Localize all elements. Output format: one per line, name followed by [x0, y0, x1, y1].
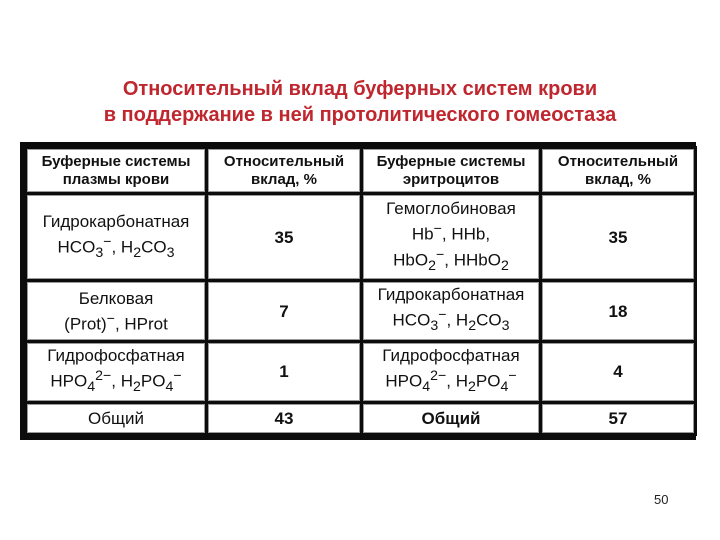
plasma-value-cell: 7	[208, 282, 360, 340]
title-line-2: в поддержание в ней протолитического гомеостаза	[103, 104, 617, 126]
header-erythrocyte-contribution: Относительный вклад, %	[542, 149, 694, 192]
plasma-system-cell: Белковая (Prot)−, HProt	[27, 282, 205, 340]
erythrocyte-value-cell: 35	[542, 195, 694, 279]
header-plasma-contribution: Относительный вклад, %	[208, 149, 360, 192]
erythrocyte-value-cell: 18	[542, 282, 694, 340]
erythrocyte-system-cell: Гидрокарбонатная $HCO_3^-$, $H_2CO_3$	[363, 282, 539, 340]
chemical-formula: $HCO_3^-$, $H_2CO_3$	[392, 307, 510, 335]
plasma-value-cell: 1	[208, 343, 360, 401]
plasma-value-cell: 35	[208, 195, 360, 279]
table-row	[27, 282, 694, 340]
chemical-formula: HbO$_2$−, HHbO$_2$	[393, 246, 509, 274]
plasma-total-value: 43	[208, 404, 360, 433]
table-row	[27, 195, 694, 279]
chemical-formula: $HPO_4^{2-}$, $H_2PO_4^-$	[385, 368, 517, 396]
page-number: 50	[654, 492, 669, 507]
chemical-formula: $HPO_4^{2-}$, $H_2PO_4^-$	[50, 368, 182, 396]
erythrocyte-total-value: 57	[542, 404, 694, 433]
slide-title	[0, 76, 720, 128]
buffer-systems-table	[20, 142, 696, 440]
erythrocyte-system-cell: Гемоглобиновая Hb−, HHb, HbO$_2$−, HHbO$_2$	[363, 195, 539, 279]
erythrocyte-value-cell: 4	[542, 343, 694, 401]
chemical-formula: Hb−, HHb,	[411, 220, 491, 244]
header-plasma-systems: Буферные системы плазмы крови	[27, 149, 205, 192]
erythrocyte-system-cell: Гидрофосфатная $HPO_4^{2-}$, $H_2PO_4^-$	[363, 343, 539, 401]
chemical-formula: $HCO_3^-$, $H_2CO_3$	[57, 233, 175, 261]
plasma-system-cell: Гидрокарбонатная $HCO_3^-$, $H_2CO_3$	[27, 195, 205, 279]
table-row	[27, 343, 694, 401]
erythrocyte-total-label: Общий	[363, 404, 539, 433]
plasma-system-cell: Гидрофосфатная $HPO_4^{2-}$, $H_2PO_4^-$	[27, 343, 205, 401]
plasma-total-label: Общий	[27, 404, 205, 433]
header-erythrocyte-systems: Буферные системы эритроцитов	[363, 149, 539, 192]
table-header-row	[27, 149, 694, 192]
title-line-1: Относительный вклад буферных систем крови	[122, 78, 598, 100]
table-total-row	[27, 404, 694, 433]
chemical-formula: (Prot)−, HProt	[64, 310, 168, 334]
